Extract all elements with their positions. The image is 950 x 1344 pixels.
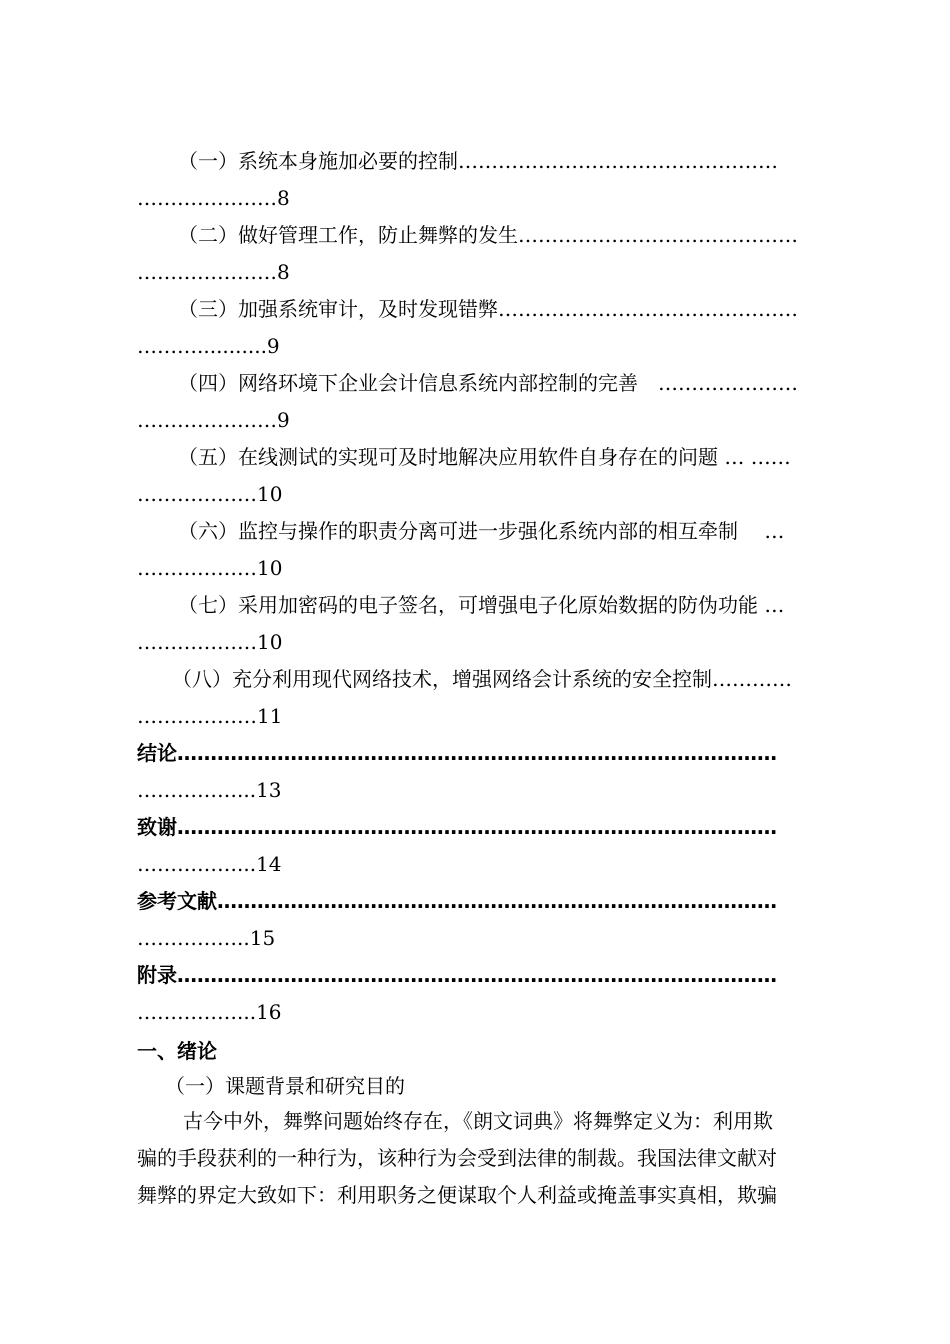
body-line-3: 舞弊的界定大致如下：利用职务之便谋取个人利益或掩盖事实真相，欺骗 xyxy=(137,1183,777,1207)
toc-acknowledgements-line1: 致谢……………………………………………………………………………… xyxy=(137,815,777,839)
toc-entry-8-line1: （八）充分利用现代网络技术，增强网络会计系统的安全控制………… xyxy=(172,667,792,691)
body-line-1: 古今中外，舞弊问题始终存在，《朗文词典》将舞弊定义为：利用欺 xyxy=(183,1109,773,1133)
toc-entry-1-line1: （一）系统本身施加必要的控制………………………………………… xyxy=(178,149,778,173)
toc-entry-2-line2: …………………8 xyxy=(137,260,290,284)
toc-appendix-line1: 附录……………………………………………………………………………… xyxy=(137,963,777,987)
toc-entry-1-line2: …………………8 xyxy=(137,186,290,210)
toc-entry-4-line1: （四）网络环境下企业会计信息系统内部控制的完善 ………………… xyxy=(178,371,798,395)
section-title: 一、绪论 xyxy=(137,1039,217,1063)
toc-entry-2-line1: （二）做好管理工作，防止舞弊的发生…………………………………… xyxy=(178,223,798,247)
toc-entry-3-line2: ………...........9 xyxy=(137,334,280,358)
body-line-2: 骗的手段获利的一种行为，该种行为会受到法律的制裁。我国法律文献对 xyxy=(137,1146,777,1170)
toc-entry-6-line1: （六）监控与操作的职责分离可进一步强化系统内部的相互牵制 … xyxy=(178,519,785,543)
toc-entry-5-line1: （五）在线测试的实现可及时地解决应用软件自身存在的问题 … …… xyxy=(178,445,791,469)
toc-entry-4-line2: …………………9 xyxy=(137,408,290,432)
toc-entry-5-line2: ………………10 xyxy=(137,482,283,506)
toc-entry-8-line2: ………………11 xyxy=(137,704,283,728)
toc-conclusion-line2: ……………...13 xyxy=(137,778,282,802)
toc-entry-7-line2: ………………10 xyxy=(137,630,283,654)
toc-references-line2: ……………..15 xyxy=(137,926,276,950)
subsection-title: （一）课题背景和研究目的 xyxy=(165,1074,405,1098)
toc-conclusion-line1: 结论……………………………………………………………………………… xyxy=(137,741,777,765)
toc-acknowledgements-line2: ……………...14 xyxy=(137,852,282,876)
toc-entry-7-line1: （七）采用加密码的电子签名，可增强电子化原始数据的防伪功能 … xyxy=(178,593,785,617)
toc-entry-6-line2: ………………10 xyxy=(137,556,283,580)
toc-references-line1: 参考文献………………………………………………………………………… xyxy=(137,889,777,913)
toc-appendix-line2: ……………...16 xyxy=(137,1000,282,1024)
toc-entry-3-line1: （三）加强系统审计，及时发现错弊……………………………………… xyxy=(178,297,798,321)
